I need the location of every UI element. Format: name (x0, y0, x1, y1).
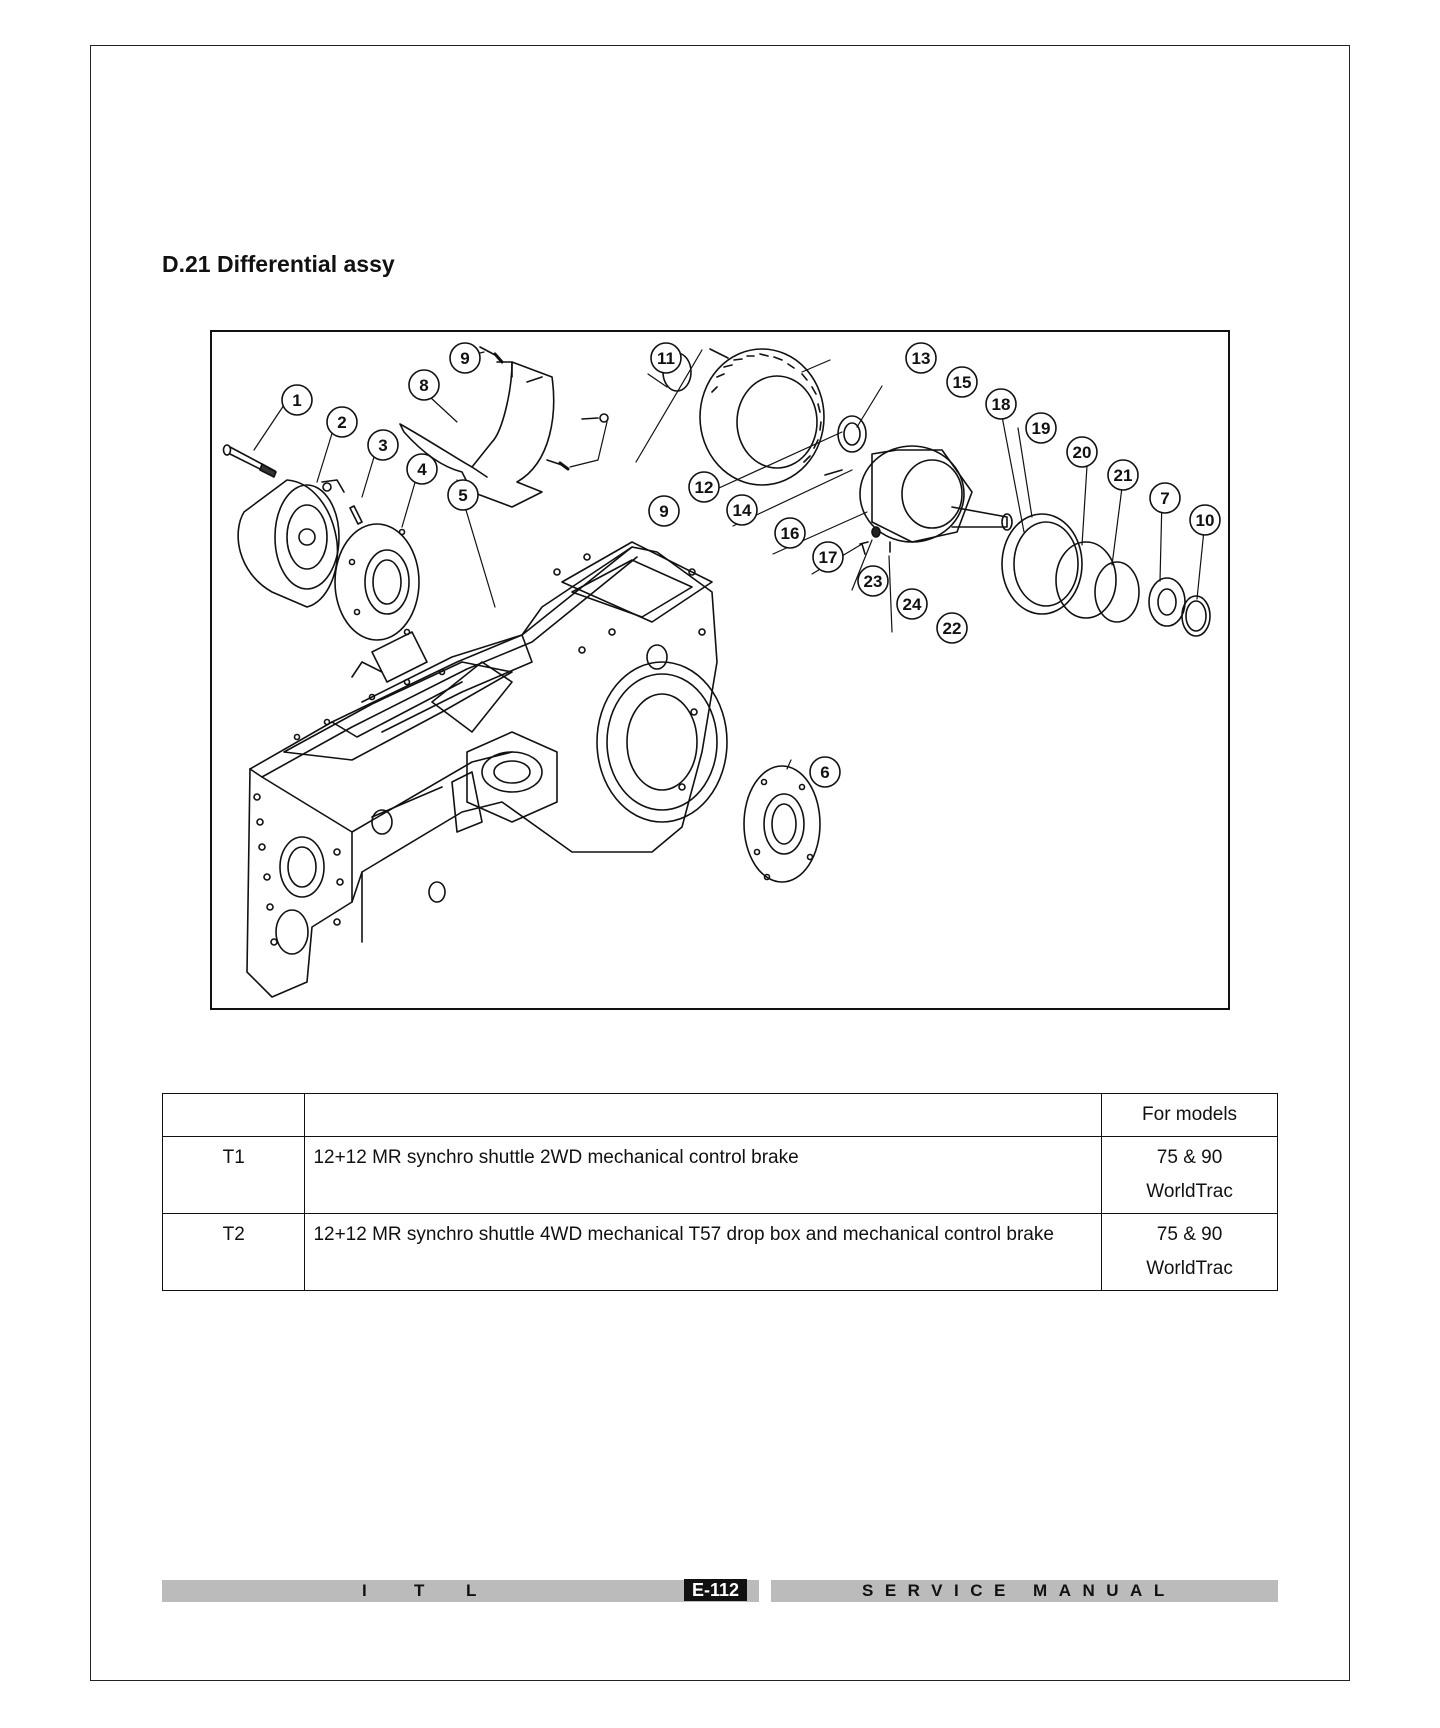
differential-case (860, 446, 1012, 542)
bearing-left (838, 416, 866, 452)
callout-24 (897, 589, 927, 619)
row-description: 12+12 MR synchro shuttle 2WD mechanical control brake (305, 1137, 1102, 1214)
svg-text:9: 9 (659, 502, 669, 521)
callout-12 (689, 472, 719, 502)
svg-text:7: 7 (1160, 489, 1170, 508)
bolt-top (480, 347, 502, 362)
svg-text:1: 1 (292, 391, 302, 410)
row-code: T1 (163, 1137, 305, 1214)
svg-text:12: 12 (694, 478, 714, 497)
page-footer (162, 1580, 1278, 1602)
svg-text:11: 11 (657, 349, 675, 368)
svg-text:14: 14 (732, 501, 752, 520)
callout-20 (1067, 437, 1097, 467)
long-bolt (224, 445, 277, 477)
exploded-view-figure (210, 330, 1230, 1010)
differential-assembly-drawing (212, 332, 1228, 1008)
callout-23 (858, 566, 888, 596)
taper-bearing (1149, 578, 1185, 626)
svg-text:10: 10 (1195, 511, 1215, 530)
row-models-line1: 75 & 90 (1156, 1147, 1223, 1168)
bolt-lower (547, 460, 568, 469)
callout-8 (409, 370, 439, 400)
callout-13 (906, 343, 936, 373)
row-code: T2 (163, 1214, 305, 1291)
footer-letter: I (362, 1581, 367, 1600)
pin (350, 506, 362, 524)
footer-brand (362, 1581, 518, 1601)
callout-1 (282, 385, 312, 415)
svg-text:22: 22 (942, 619, 962, 638)
callout-22 (937, 613, 967, 643)
callout-9-top (450, 343, 480, 373)
shaft-pin (825, 470, 842, 475)
page-number: E-112 (684, 1579, 747, 1601)
svg-text:21: 21 (1113, 466, 1133, 485)
model-applicability-table (162, 1093, 1278, 1291)
callout-9-bottom (649, 496, 679, 526)
gear-bolt (710, 349, 728, 358)
snap-ring (1182, 596, 1210, 636)
callout-11 (651, 343, 681, 373)
circlip (1095, 562, 1139, 622)
callout-5 (448, 480, 478, 510)
seal-plate (335, 524, 419, 640)
header-cell-models: For models (1102, 1094, 1278, 1137)
row-models-line2: WorldTrac (1146, 1181, 1233, 1202)
header-cell-code (163, 1094, 305, 1137)
svg-text:16: 16 (780, 524, 800, 543)
svg-text:6: 6 (820, 763, 830, 782)
svg-text:13: 13 (911, 349, 931, 368)
callout-2 (327, 407, 357, 437)
plug (872, 527, 880, 537)
footer-gap (759, 1580, 771, 1602)
callout-21 (1108, 460, 1138, 490)
callout-7 (1150, 483, 1180, 513)
brake-drum (238, 480, 344, 607)
callout-4 (407, 454, 437, 484)
ring-gear (700, 349, 824, 485)
svg-text:4: 4 (417, 460, 427, 479)
callout-3 (368, 430, 398, 460)
callout-14 (727, 495, 757, 525)
svg-text:2: 2 (337, 413, 347, 432)
row-models-line2: WorldTrac (1146, 1258, 1233, 1279)
footer-letter: T (414, 1581, 425, 1600)
callout-10 (1190, 505, 1220, 535)
shim-washer (1056, 542, 1116, 618)
svg-text:24: 24 (902, 595, 922, 614)
callout-17 (813, 542, 843, 572)
callout-15 (947, 367, 977, 397)
leader-lines (254, 350, 1205, 769)
section-heading: D.21 Differential assy (162, 251, 395, 277)
svg-text:3: 3 (378, 436, 388, 455)
callout-16 (775, 518, 805, 548)
footer-title: SERVICE MANUAL (862, 1581, 1176, 1600)
callout-18 (986, 389, 1016, 419)
row-description: 12+12 MR synchro shuttle 4WD mechanical T57 drop box and mechanical control brake (305, 1214, 1102, 1291)
footer-letter: L (466, 1581, 477, 1600)
oil-seal (1002, 514, 1082, 614)
row-models (1102, 1137, 1278, 1214)
table-row (163, 1137, 1278, 1214)
table-header-row (163, 1094, 1278, 1137)
svg-text:18: 18 (991, 395, 1011, 414)
svg-text:19: 19 (1031, 419, 1051, 438)
table-row (163, 1214, 1278, 1291)
svg-text:15: 15 (952, 373, 972, 392)
transmission-housing (247, 542, 727, 997)
header-cell-description (305, 1094, 1102, 1137)
bolt-right (582, 414, 608, 422)
row-models (1102, 1214, 1278, 1291)
svg-text:8: 8 (419, 376, 429, 395)
svg-text:5: 5 (458, 486, 468, 505)
svg-text:23: 23 (863, 572, 883, 591)
row-models-line1: 75 & 90 (1156, 1224, 1223, 1245)
side-flange (744, 766, 820, 882)
callout-19 (1026, 413, 1056, 443)
svg-text:20: 20 (1072, 443, 1092, 462)
svg-text:17: 17 (818, 548, 838, 567)
svg-text:9: 9 (460, 349, 470, 368)
callout-6 (810, 757, 840, 787)
